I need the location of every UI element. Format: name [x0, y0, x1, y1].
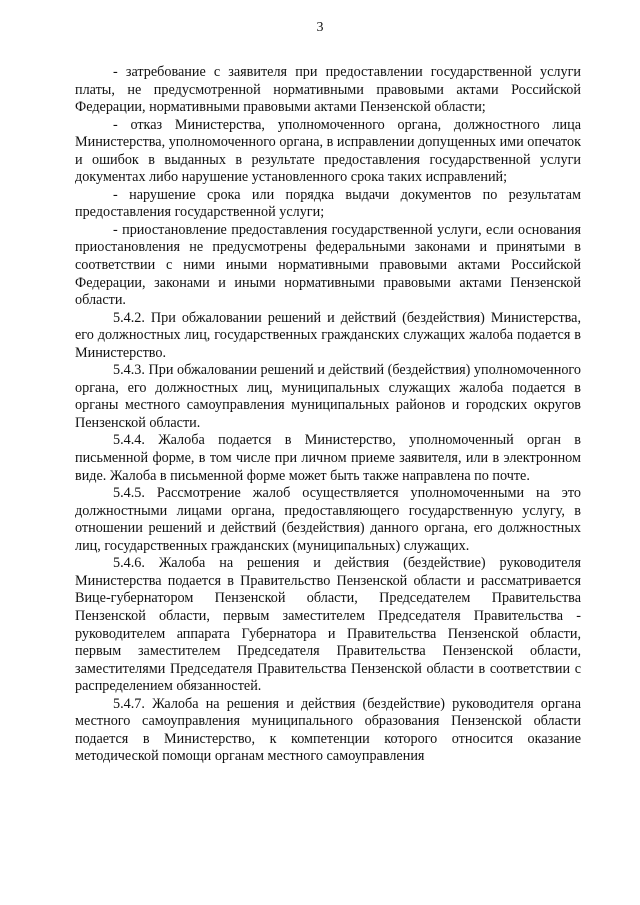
paragraph-5-4-2: 5.4.2. При обжаловании решений и действий (бездействия) Министерства, его должностных лиц, государственных гражданских служащих жалоба подается в Министерство. — [75, 309, 581, 361]
paragraph-service-suspension: - приостановление предоставления государственной услуги, если основания приостановления не предусмотрены федеральными законами и принятыми в соответствии с ними иными нормативными правовыми актами Российской Федерации, законами и иными нормативными правовыми актами Пензенской области. — [75, 221, 581, 309]
page-number: 3 — [316, 20, 324, 35]
paragraph-5-4-6: 5.4.6. Жалоба на решения и действия (бездействие) руководителя Министерства подается в Правительство Пензенской области и рассматривается Вице-губернатором Пензенской области, Председателем Правительства Пензенской области, первым заместителем Председателя Правительства - руководителем аппарата Губернатора и Правительства Пензенской области, первым заместителем Председателя Правительства Пензенской области, заместителями Председателя Правительства Пензенской области в соответствии с распределением обязанностей. — [75, 555, 581, 695]
document-body — [75, 64, 581, 766]
paragraph-issuance-violation: - нарушение срока или порядка выдачи документов по результатам предоставления государственной услуги; — [75, 186, 581, 221]
paragraph-5-4-3: 5.4.3. При обжаловании решений и действий (бездействия) уполномоченного органа, его должностных лиц, муниципальных служащих жалоба подается в органы местного самоуправления муниципальных районов и городских округов Пензенской области. — [75, 362, 581, 431]
paragraph-5-4-5: 5.4.5. Рассмотрение жалоб осуществляется уполномоченными на это должностными лицами органа, предоставляющего государственную услугу, в отношении решений и действий (бездействия) данного органа, его должностных лиц, государственных гражданских (муниципальных) служащих. — [75, 485, 581, 554]
paragraph-correction-refusal: - отказ Министерства, уполномоченного органа, должностного лица Министерства, уполномоченного органа, в исправлении допущенных ими опечаток и ошибок в выданных в результате предоставления государственной услуги документах либо нарушение установленного срока таких исправлений; — [75, 116, 581, 186]
paragraph-fee-demand: - затребование с заявителя при предоставлении государственной услуги платы, не предусмотренной нормативными правовыми актами Российской Федерации, нормативными правовыми актами Пензенской области; — [75, 64, 581, 116]
paragraph-5-4-7: 5.4.7. Жалоба на решения и действия (бездействие) руководителя органа местного самоуправления муниципального образования Пензенской области подается в Министерство, к компетенции которого относится оказание методической помощи органам местного самоуправления — [75, 695, 581, 765]
paragraph-5-4-4: 5.4.4. Жалоба подается в Министерство, уполномоченный орган в письменной форме, в том числе при личном приеме заявителя, или в электронном виде. Жалоба в письменной форме может быть также направлена по почте. — [75, 432, 581, 484]
